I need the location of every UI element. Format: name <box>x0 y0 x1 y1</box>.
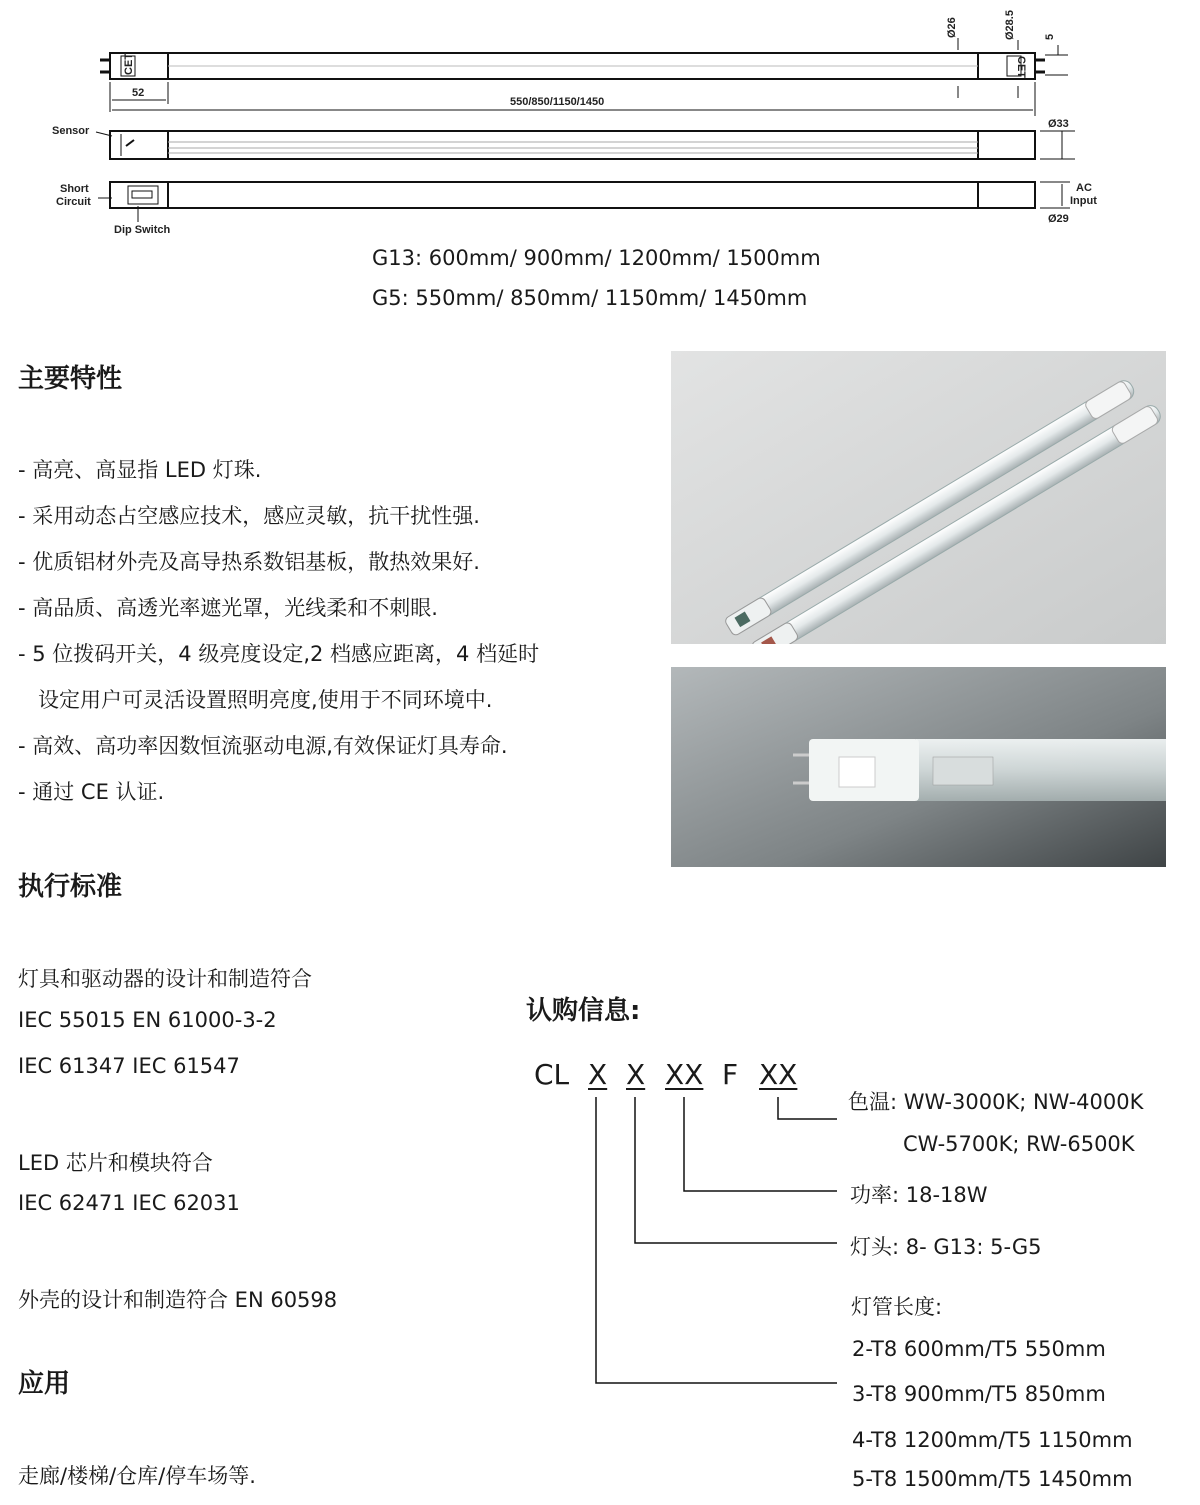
feature-item: - 5 位拨码开关，4 级亮度设定,2 档感应距离，4 档延时 <box>18 642 540 666</box>
feature-item: - 高品质、高透光率遮光罩，光线柔和不刺眼. <box>18 596 438 620</box>
length-option: 4-T8 1200mm/T5 1150mm <box>852 1428 1133 1452</box>
application-text: 走廊/楼梯/仓库/停车场等. <box>18 1464 256 1488</box>
features-title: 主要特性 <box>18 364 123 394</box>
base-option: 灯头: 8- G13: 5-G5 <box>850 1235 1042 1259</box>
tube-logo-left: CET <box>123 53 135 75</box>
application-title: 应用 <box>18 1369 71 1399</box>
standard-line: IEC 62471 IEC 62031 <box>18 1191 240 1215</box>
standard-line: LED 芯片和模块符合 <box>18 1151 213 1175</box>
tube-dimension-diagram <box>0 0 1200 245</box>
power-option: 功率: 18-18W <box>850 1183 988 1207</box>
code-power: XX <box>665 1058 704 1091</box>
code-base: X <box>626 1058 646 1091</box>
ordering-title: 认购信息: <box>526 996 641 1026</box>
label-sensor: Sensor <box>52 125 90 137</box>
label-dip-switch: Dip Switch <box>114 224 171 236</box>
standards-title: 执行标准 <box>18 872 123 902</box>
color-temp-option: CW-5700K; RW-6500K <box>903 1132 1135 1156</box>
label-ac: AC <box>1076 182 1092 194</box>
feature-item: - 通过 CE 认证. <box>18 780 165 804</box>
color-temp-option: 色温: WW-3000K; NW-4000K <box>848 1090 1144 1114</box>
g5-sizes: G5: 550mm/ 850mm/ 1150mm/ 1450mm <box>372 286 808 310</box>
standard-line: IEC 61347 IEC 61547 <box>18 1054 240 1078</box>
dim-33: Ø33 <box>1048 118 1069 130</box>
feature-item: - 高效、高功率因数恒流驱动电源,有效保证灯具寿命. <box>18 734 508 758</box>
product-photo-two-tubes <box>671 351 1166 644</box>
code-fixed: F <box>722 1058 739 1091</box>
tube-top-view <box>110 53 1035 79</box>
length-option: 2-T8 600mm/T5 550mm <box>852 1337 1106 1361</box>
dim-28-5: Ø28.5 <box>1004 10 1016 40</box>
tube-sensor-view <box>110 131 1035 159</box>
standard-line: 灯具和驱动器的设计和制造符合 <box>18 967 312 991</box>
standard-line: 外壳的设计和制造符合 EN 60598 <box>18 1288 338 1312</box>
feature-item: - 优质铝材外壳及高导热系数铝基板，散热效果好. <box>18 550 480 574</box>
feature-item: - 采用动态占空感应技术，感应灵敏，抗干扰性强. <box>18 504 480 528</box>
length-option: 3-T8 900mm/T5 850mm <box>852 1382 1106 1406</box>
length-option: 5-T8 1500mm/T5 1450mm <box>852 1467 1133 1491</box>
label-short: Short <box>60 183 89 195</box>
dim-26: Ø26 <box>946 17 958 38</box>
dim-5: 5 <box>1044 33 1056 40</box>
label-input: Input <box>1070 195 1097 207</box>
code-length: X <box>588 1058 608 1091</box>
dim-length: 550/850/1150/1450 <box>510 96 605 108</box>
code-connector-lines <box>580 1095 845 1387</box>
dim-29: Ø29 <box>1048 213 1069 225</box>
tube-logo-right: CET <box>1015 56 1027 78</box>
dim-52: 52 <box>132 87 145 99</box>
standard-line: IEC 55015 EN 61000-3-2 <box>18 1008 277 1032</box>
code-prefix: CL <box>534 1058 570 1091</box>
code-color-temp: XX <box>759 1058 798 1091</box>
product-photo-closeup <box>671 667 1166 867</box>
feature-item: - 高亮、高显指 LED 灯珠. <box>18 458 262 482</box>
label-circuit: Circuit <box>56 196 91 208</box>
feature-item: 设定用户可灵活设置照明亮度,使用于不同环境中. <box>18 688 493 712</box>
g13-sizes: G13: 600mm/ 900mm/ 1200mm/ 1500mm <box>372 246 821 270</box>
tube-dip-switch-view <box>110 182 1035 208</box>
length-title: 灯管长度: <box>851 1295 943 1319</box>
